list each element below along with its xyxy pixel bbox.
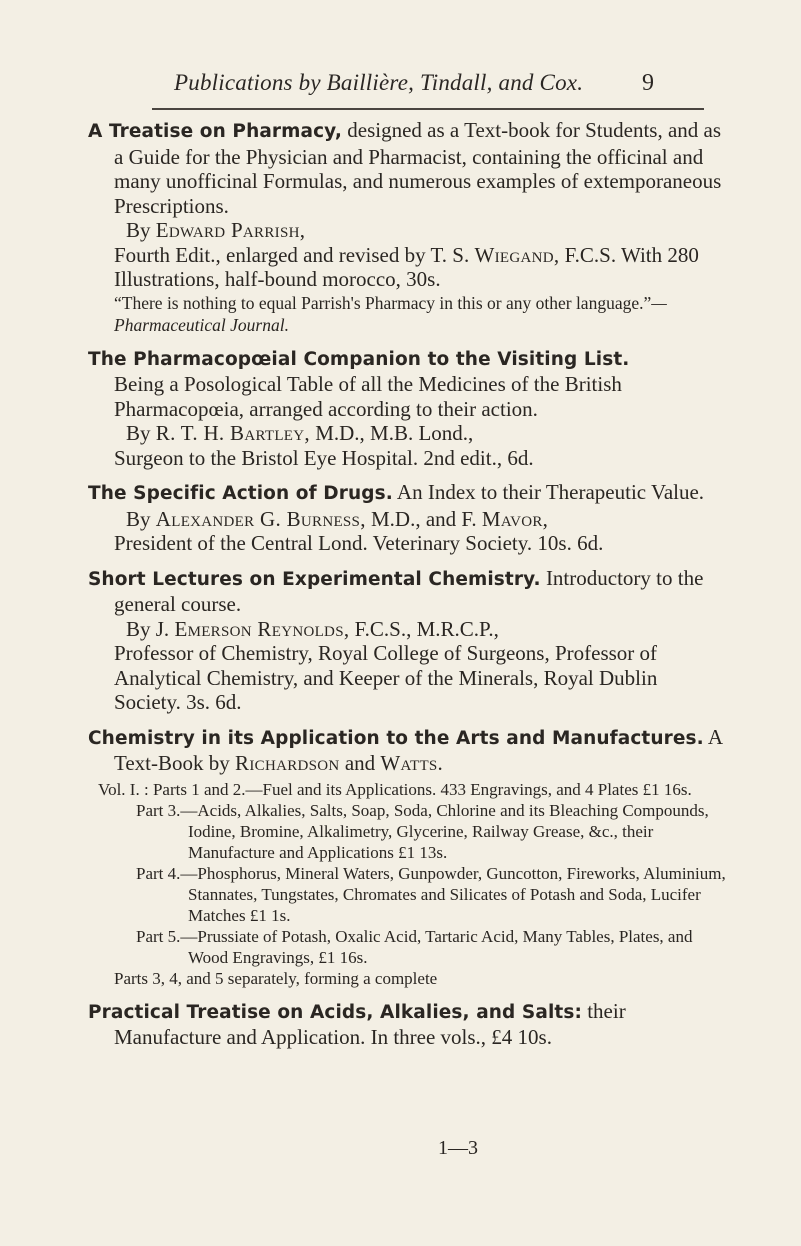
entry-companion xyxy=(88,346,728,471)
catalogue-entries xyxy=(88,118,728,1060)
part-item: Part 5.—Prussiate of Potash, Oxalic Acid, Tartaric Acid, Many Tables, Plates, and Wood Engravings, £1 16s. xyxy=(136,926,693,967)
entry-edition: Fourth Edit., enlarged and revised by T. S. Wiegand, F.C.S. With 280 Illustrations, half-bound morocco, 30s. xyxy=(114,242,699,291)
entry-chemistry-arts xyxy=(88,725,728,989)
entry-pharmacy xyxy=(88,118,728,336)
volume-contents xyxy=(88,779,728,989)
reviser-name: Wiegand, xyxy=(474,242,560,267)
entry-short-lectures xyxy=(88,566,728,715)
entry-acids-alkalies xyxy=(88,999,728,1050)
entry-body xyxy=(88,999,728,1050)
entry-title-line xyxy=(88,346,728,373)
author-name: R. T. H. Bartley, xyxy=(155,421,310,445)
entry-body xyxy=(88,118,728,218)
entry-title: Chemistry in its Application to the Arts and Manufactures. xyxy=(88,727,704,749)
part-item: Part 3.—Acids, Alkalies, Salts, Soap, Soda, Chlorine and its Bleaching Compounds, Iodine, Bromine, Alkalimetry, Glycerine, Railway Grease, &c., their Manufacture and Applications £1 13s. xyxy=(136,800,709,862)
author-name: Richardson xyxy=(235,751,340,775)
entry-description: their Manufacture and Application. In three vols., £4 10s. xyxy=(114,998,626,1049)
volume-label: Vol. I. : xyxy=(98,779,149,799)
entry-body: Chemistry in its Application to the Arts and Manufactures. A Text-Book by Richardson and Watts. xyxy=(88,724,722,775)
entry-author-line: By J. Emerson Reynolds, F.C.S., M.R.C.P., xyxy=(126,616,499,641)
entry-description: Being a Posological Table of all the Medicines of the British Pharmacopœia, arranged according to their action. xyxy=(114,372,622,421)
header-rule xyxy=(152,108,704,110)
entry-title: Practical Treatise on Acids, Alkalies, and Salts: xyxy=(88,1001,582,1023)
price: £1 16s. xyxy=(318,947,368,967)
entry-body xyxy=(88,566,728,617)
entry-author-line: By R. T. H. Bartley, M.D., M.B. Lond., xyxy=(126,421,474,445)
entry-body xyxy=(88,480,728,507)
price: £1 16s. xyxy=(642,779,692,799)
entry-description: Introductory to the general course. xyxy=(114,565,704,616)
entry-detail: Surgeon to the Bristol Eye Hospital. 2nd edit., 6d. xyxy=(114,445,534,470)
author2-name: Watts. xyxy=(380,751,444,775)
price: £1 1s. xyxy=(249,905,291,925)
entry-title: The Specific Action of Drugs. xyxy=(88,483,393,504)
entry-title: Short Lectures on Experimental Chemistry. xyxy=(88,568,541,590)
entry-detail: Professor of Chemistry, Royal College of Surgeons, Professor of Analytical Chemistry, and Keeper of the Minerals, Royal Dublin Society. 3s. 6d. xyxy=(114,641,658,714)
entry-description: A Text-Book by xyxy=(114,724,722,775)
entry-title: The Pharmacopœial Companion to the Visiting List. xyxy=(88,348,630,370)
page-number: 9 xyxy=(642,70,654,96)
entry-description: designed as a Text-book for Students, and as a Guide for the Physician and Pharmacist, containing the officinal and many unofficinal Formulas, and numerous examples of extemporaneous Prescriptions. xyxy=(114,118,722,218)
entry-title: A Treatise on Pharmacy, xyxy=(88,121,343,142)
entry-author-line: By Alexander G. Burness, M.D., and F. Mavor, xyxy=(126,506,549,531)
entry-description: An Index to their Therapeutic Value. xyxy=(396,480,705,504)
author2-name: Mavor, xyxy=(481,506,549,531)
parts-note: Parts 3, 4, and 5 separately, forming a complete xyxy=(114,968,438,988)
part-item: Vol. I. : Parts 1 and 2.—Fuel and its Applications. 433 Engravings, and 4 Plates £1 16s. xyxy=(98,779,692,799)
page-header xyxy=(160,64,801,104)
author-name: Alexander G. Burness, xyxy=(155,506,366,531)
entry-detail: President of the Central Lond. Veterinary Society. 10s. 6d. xyxy=(114,531,604,555)
author-name: Emerson Reynolds, xyxy=(174,616,350,641)
author-name: Edward Parrish, xyxy=(155,218,306,242)
price: £1 13s. xyxy=(398,842,448,862)
entry-author-line: By Edward Parrish, xyxy=(126,218,306,242)
entry-specific-action xyxy=(88,480,728,556)
signature-mark: 1—3 xyxy=(438,1137,478,1159)
press-quote: “There is nothing to equal Parrish's Pharmacy in this or any other language.”—Pharmaceutical Journal. xyxy=(114,292,667,335)
part-item: Part 4.—Phosphorus, Mineral Waters, Gunpowder, Guncotton, Fireworks, Aluminium, Stannates, Tungstates, Chromates and Silicates of Potash and Soda, Lucifer Matches £1 1s. xyxy=(136,863,726,925)
quote-source: —Pharmaceutical Journal. xyxy=(114,292,667,335)
running-title: Publications by Baillière, Tindall, and Cox. xyxy=(174,70,584,95)
